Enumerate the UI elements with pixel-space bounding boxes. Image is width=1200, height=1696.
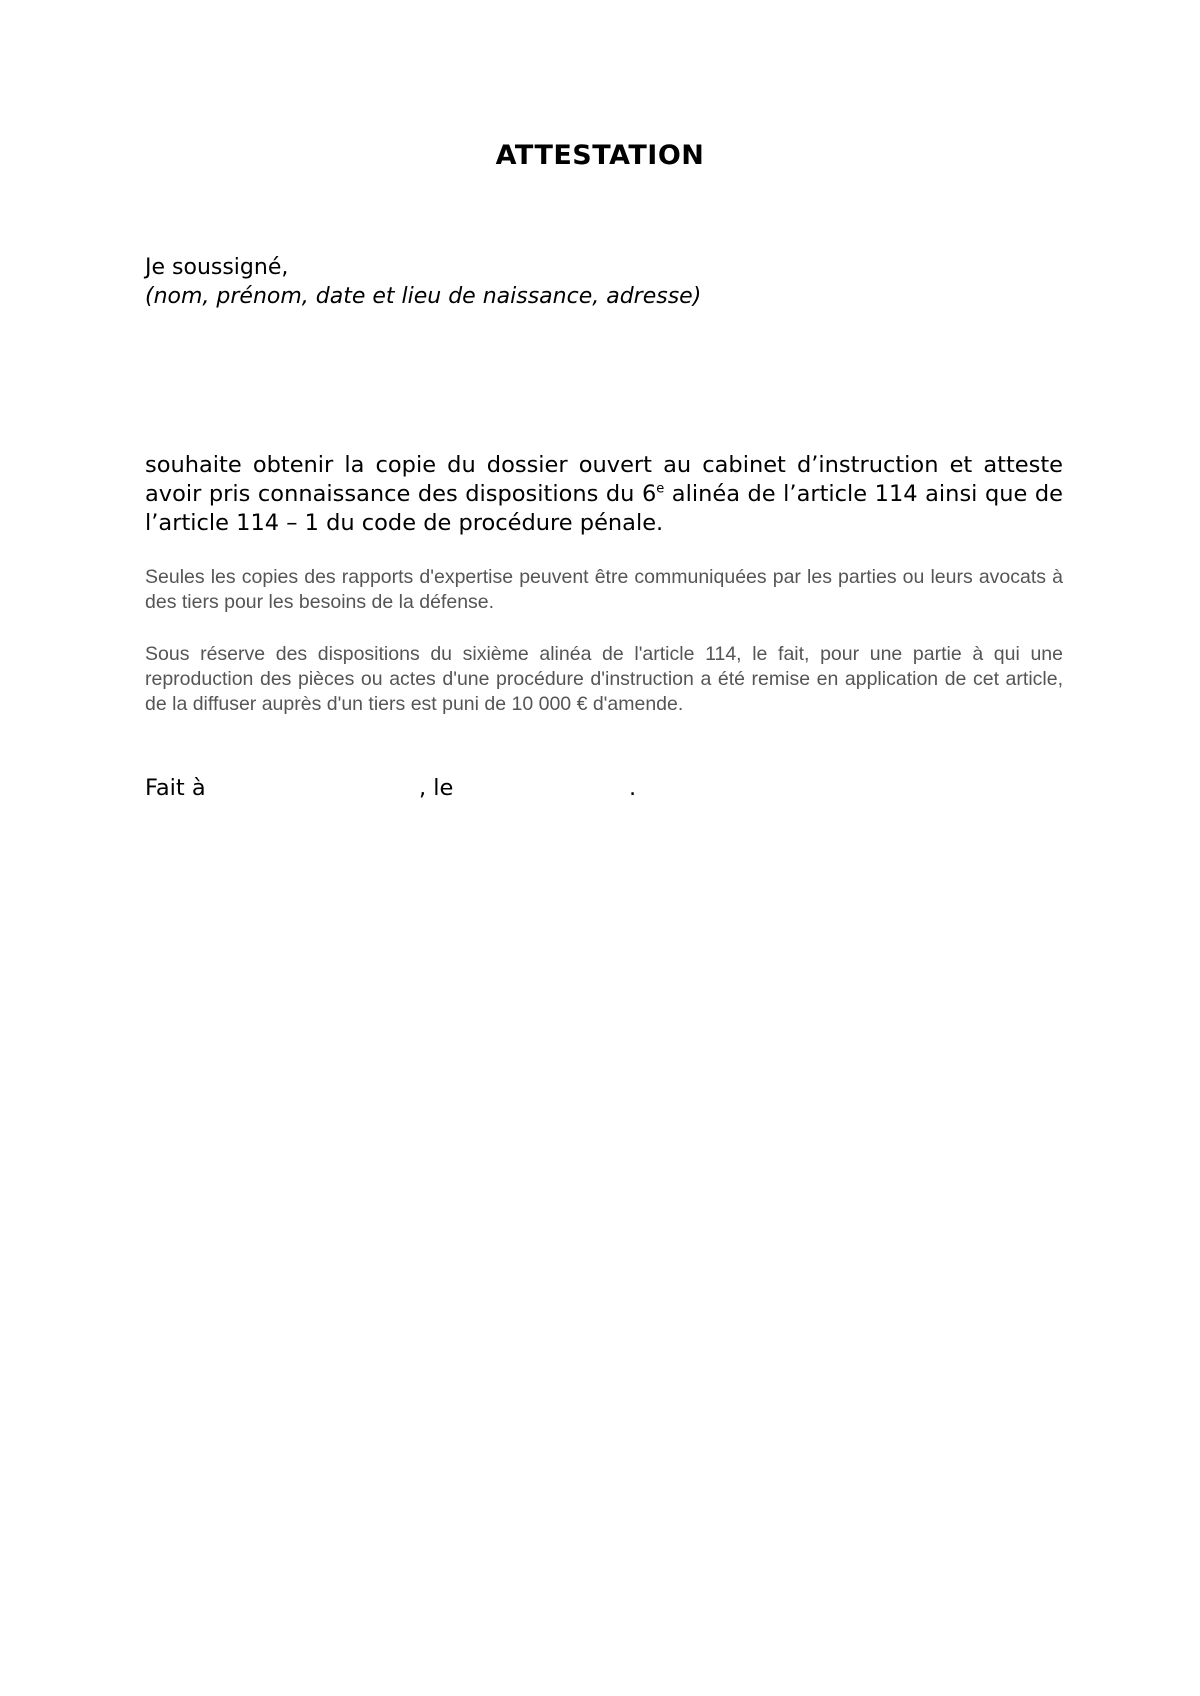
- request-statement: [145, 451, 1063, 538]
- signature-line: [145, 773, 1063, 803]
- declarant-block: [145, 253, 1065, 311]
- place-label: Fait à: [145, 775, 206, 801]
- statement-part-2: alinéa de l’article 114 ainsi que de l’article 114 – 1 du code de procédure pénale.: [145, 481, 1063, 536]
- date-field[interactable]: [465, 773, 685, 801]
- statement-part-1: souhaite obtenir la copie du dossier ouvert au cabinet d’instruction et atteste avoir pris connaissance des dispositions du 6: [145, 452, 1063, 507]
- statement-superscript: e: [656, 481, 665, 497]
- date-label: , le: [419, 775, 454, 801]
- legal-note-expertise: Seules les copies des rapports d'expertise peuvent être communiquées par les parties ou leurs avocats à des tiers pour les besoins de la défense.: [145, 566, 1063, 613]
- document-title: ATTESTATION: [495, 140, 705, 171]
- signature-period: .: [629, 775, 637, 801]
- declarant-intro: Je soussigné,: [145, 255, 289, 280]
- declarant-details-hint: (nom, prénom, date et lieu de naissance, adresse): [145, 284, 702, 309]
- legal-note-penalty: Sous réserve des dispositions du sixième alinéa de l'article 114, le fait, pour une partie à qui une reproduction des pièces ou actes d'une procédure d'instruction a été remise en application de cet article, de la diffuser auprès d'un tiers est puni de 10 000 € d'amende.: [145, 643, 1063, 715]
